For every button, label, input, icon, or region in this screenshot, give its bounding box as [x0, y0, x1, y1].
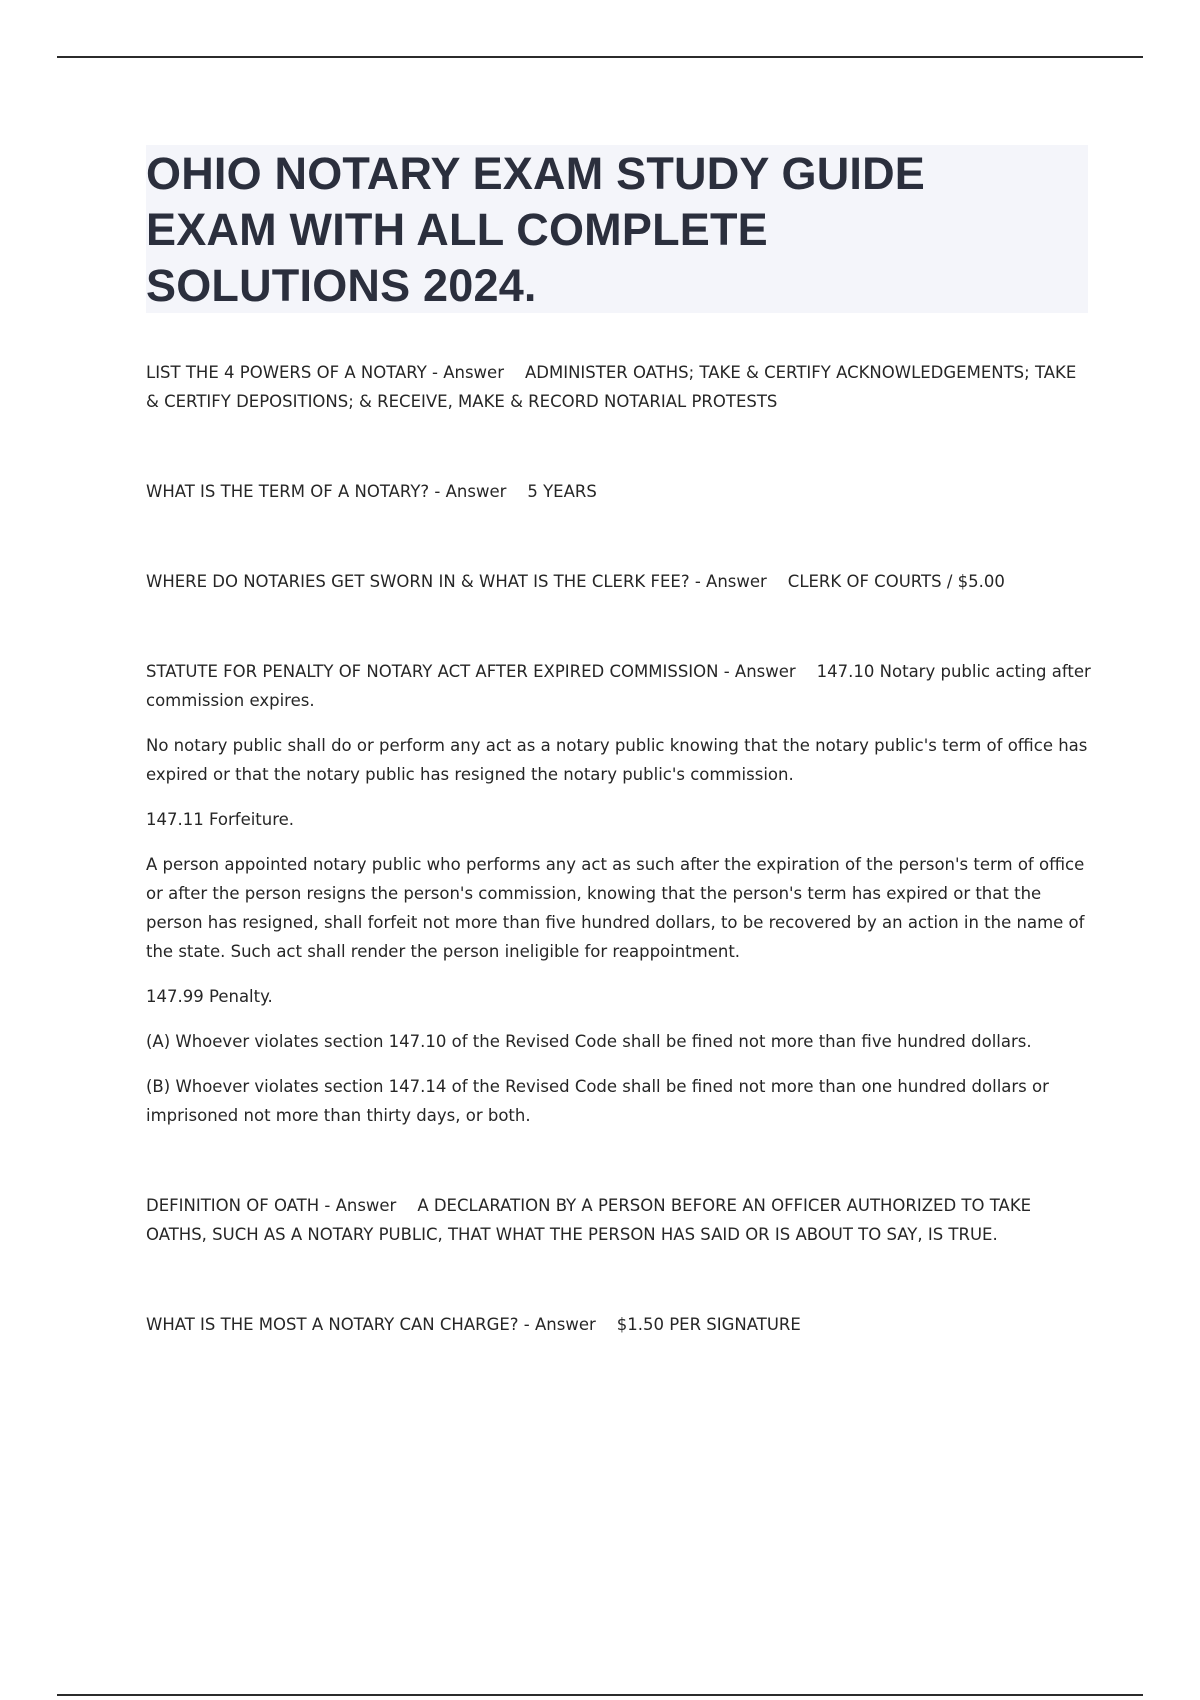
title-line-2: EXAM WITH ALL COMPLETE: [146, 204, 768, 255]
title-line-3: SOLUTIONS 2024.: [146, 260, 537, 311]
document-body: [146, 358, 1097, 1339]
statute-147-99-b: (B) Whoever violates section 147.14 of the Revised Code shall be fined not more than one hundred dollars or imprisoned not more than thirty days, or both.: [146, 1077, 1049, 1125]
question-sworn-in-clerk-fee: WHERE DO NOTARIES GET SWORN IN & WHAT IS THE CLERK FEE? - Answer CLERK OF COURTS / $5.00: [146, 572, 1005, 591]
title-line-1: OHIO NOTARY EXAM STUDY GUIDE: [146, 148, 926, 199]
statute-147-99-heading: 147.99 Penalty.: [146, 987, 273, 1006]
statute-147-11-heading: 147.11 Forfeiture.: [146, 810, 295, 829]
statute-147-11-text: A person appointed notary public who performs any act as such after the expiration of the person's term of office or after the person resigns the person's commission, knowing that the person's term has expired or that the person has resigned, shall forfeit not more than five hundred dollars, to be recovered by an action in the name of the state. Such act shall render the person ineligible for reappointment.: [146, 855, 1085, 961]
document-title: [146, 146, 1086, 314]
bottom-rule: [57, 1694, 1143, 1696]
question-max-notary-charge: WHAT IS THE MOST A NOTARY CAN CHARGE? - Answer $1.50 PER SIGNATURE: [146, 1315, 801, 1334]
question-notary-term: WHAT IS THE TERM OF A NOTARY? - Answer 5 YEARS: [146, 482, 597, 501]
top-rule: [57, 56, 1143, 58]
question-expired-commission-penalty: STATUTE FOR PENALTY OF NOTARY ACT AFTER EXPIRED COMMISSION - Answer 147.10 Notary public acting after commission expires.: [146, 662, 1097, 710]
statute-147-10-text: No notary public shall do or perform any act as a notary public knowing that the notary public's term of office has expired or that the notary public has resigned the notary public's commission.: [146, 736, 1088, 784]
question-powers-of-notary: LIST THE 4 POWERS OF A NOTARY - Answer ADMINISTER OATHS; TAKE & CERTIFY ACKNOWLEDGEMENTS; TAKE & CERTIFY DEPOSITIONS; & RECEIVE, MAKE & RECORD NOTARIAL PROTESTS: [146, 363, 1082, 411]
question-definition-of-oath: DEFINITION OF OATH - Answer A DECLARATION BY A PERSON BEFORE AN OFFICER AUTHORIZED TO TAKE OATHS, SUCH AS A NOTARY PUBLIC, THAT WHAT THE PERSON HAS SAID OR IS ABOUT TO SAY, IS TRUE.: [146, 1196, 1037, 1244]
statute-147-99-a: (A) Whoever violates section 147.10 of the Revised Code shall be fined not more than five hundred dollars.: [146, 1032, 1032, 1051]
